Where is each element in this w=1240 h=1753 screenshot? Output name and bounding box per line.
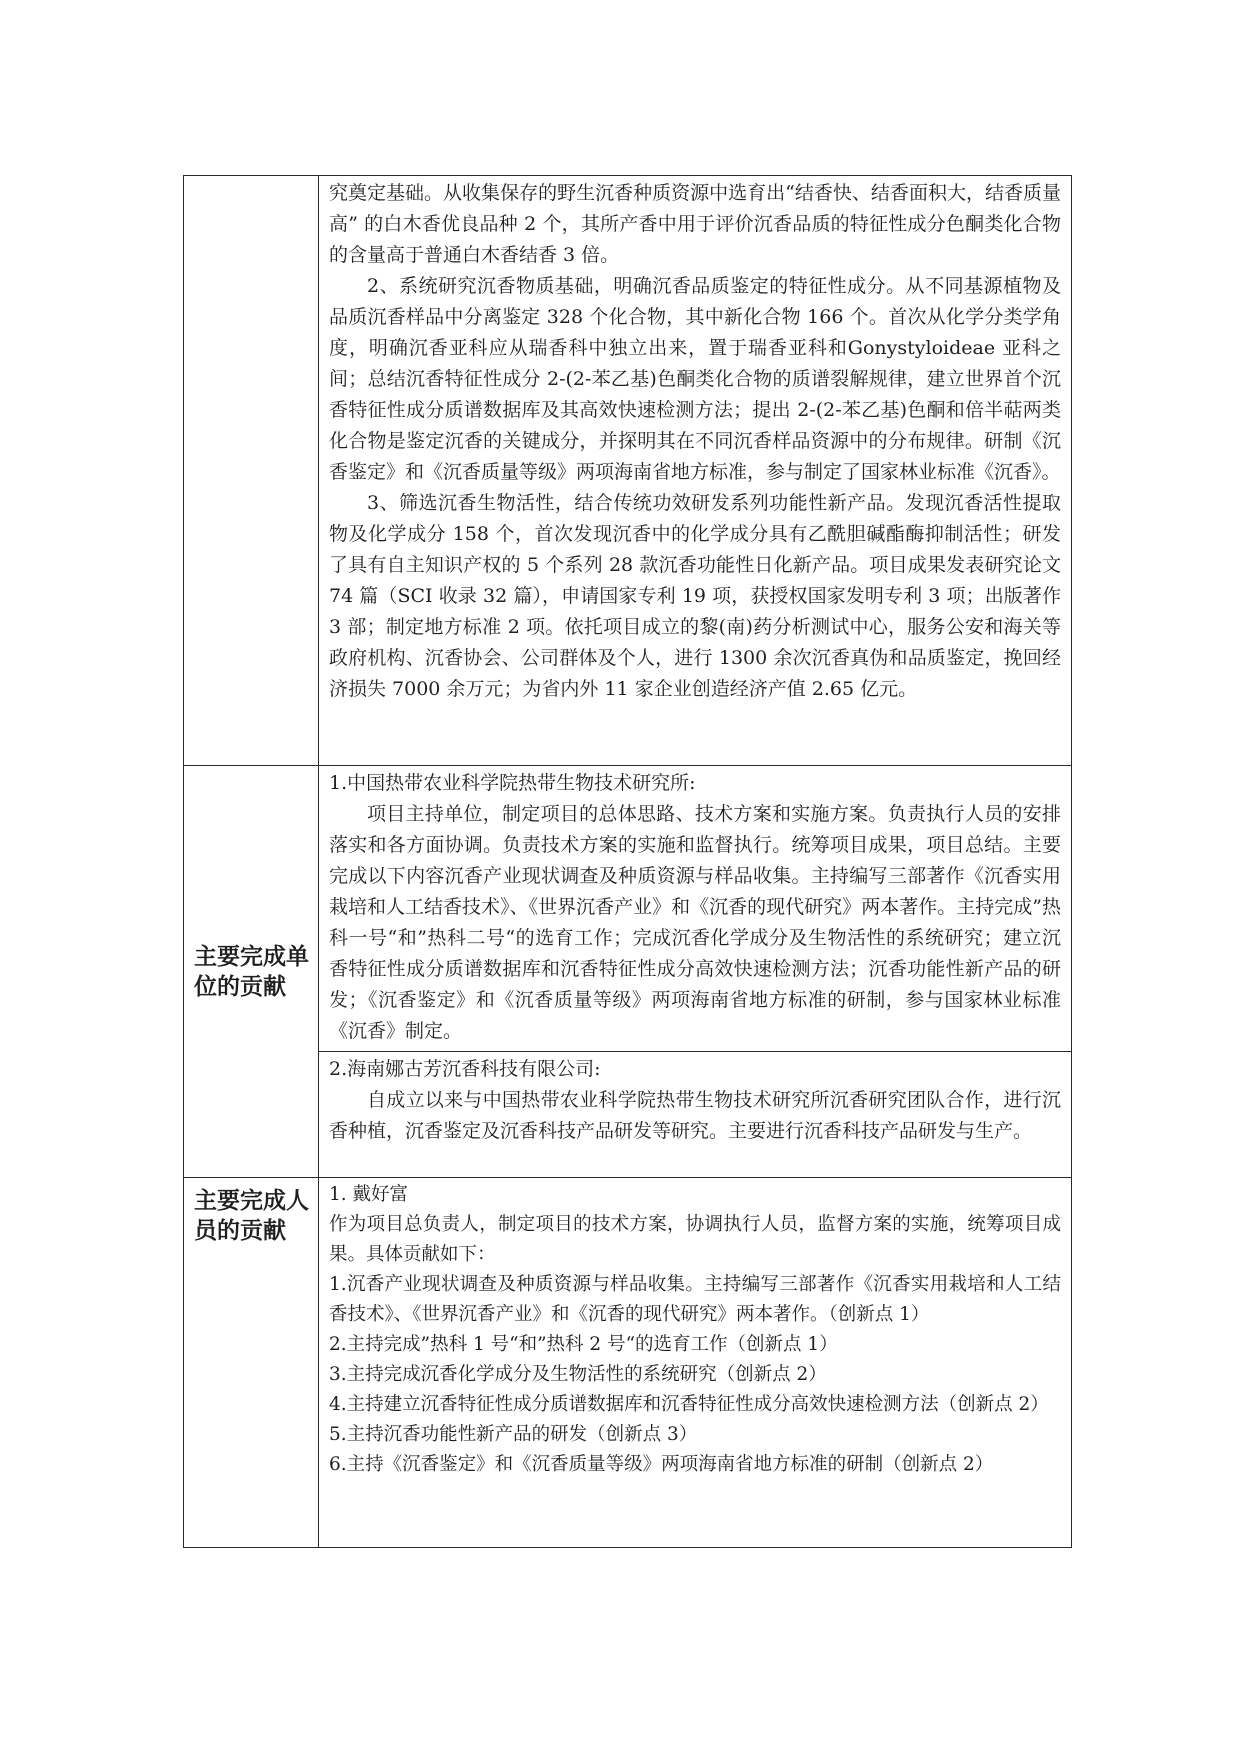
intro-paragraph-0: 究奠定基础。从收集保存的野生沉香种质资源中选育出“结香快、结香面积大，结香质量高” 的白木香优良品种 2 个，其所产香中用于评价沉香品质的特征性成分色酮类化合物的含量高于普通白木香结香 3 倍。	[329, 182, 1061, 266]
intro-paragraph-3: 3、筛选沉香生物活性，结合传统功效研发系列功能性新产品。发现沉香活性提取物及化学成分 158 个，首次发现沉香中的化学成分具有乙酰胆碱酯酶抑制活性；研发了具有自主知识产权的 5 个系列 28 款沉香功能性日化新产品。项目成果发表研究论文 74 篇（SCI 收录 32 篇），申请国家专利 19 项，获授权国家发明专利 3 项；出版著作 3 部；制定地方标准 2 项。依托项目成立的黎(南)药分析测试中心，服务公安和海关等政府机构、沉香协会、公司群体及个人，进行 1300 余次沉香真伪和品质鉴定，挽回经济损失 7000 余万元；为省内外 11 家企业创造经济产值 2.65 亿元。	[329, 492, 1061, 700]
project-intro-cell	[319, 176, 1072, 766]
unit-1-row	[184, 766, 1072, 1052]
contribution-table	[183, 175, 1072, 1548]
contribution-item: 6.主持《沉香鉴定》和《沉香质量等级》两项海南省地方标准的研制（创新点 2）	[329, 1454, 994, 1475]
intro-paragraph-2: 2、系统研究沉香物质基础，明确沉香品质鉴定的特征性成分。从不同基源植物及品质沉香样品中分离鉴定 328 个化合物，其中新化合物 166 个。首次从化学分类学角度，明确沉香亚科应从瑞香科中独立出来，置于瑞香亚科和Gonystyloideae 亚科之间；总结沉香特征性成分 2-(2-苯乙基)色酮类化合物的质谱裂解规律，建立世界首个沉香特征性成分质谱数据库及其高效快速检测方法；提出 2-(2-苯乙基)色酮和倍半萜两类化合物是鉴定沉香的关键成分，并探明其在不同沉香样品资源中的分布规律。研制《沉香鉴定》和《沉香质量等级》两项海南省地方标准，参与制定了国家林业标准《沉香》。	[329, 275, 1061, 483]
person-summary: 作为项目总负责人，制定项目的技术方案，协调执行人员，监督方案的实施，统筹项目成果。具体贡献如下：	[329, 1214, 1061, 1265]
project-intro-row	[184, 176, 1072, 766]
contribution-item: 1.沉香产业现状调查及种质资源与样品收集。主持编写三部著作《沉香实用栽培和人工结香技术》、《世界沉香产业》和《沉香的现代研究》两本著作。（创新点 1）	[329, 1274, 1061, 1325]
empty-label-cell	[184, 176, 319, 766]
unit-1-name: 1.中国热带农业科学院热带生物技术研究所:	[329, 772, 696, 794]
contribution-item: 3.主持完成沉香化学成分及生物活性的系统研究（创新点 2）	[329, 1364, 827, 1385]
contribution-item: 2.主持完成”热科 1 号“和”热科 2 号“的选育工作（创新点 1）	[329, 1334, 838, 1355]
unit-2-name: 2.海南娜古芳沉香科技有限公司:	[329, 1058, 601, 1080]
persons-section-label: 主要完成人员的贡献	[184, 1178, 319, 1548]
person-name: 1. 戴好富	[329, 1184, 409, 1205]
contribution-item: 5.主持沉香功能性新产品的研发（创新点 3）	[329, 1424, 698, 1445]
unit-1-text: 项目主持单位，制定项目的总体思路、技术方案和实施方案。负责执行人员的安排落实和各方面协调。负责技术方案的实施和监督执行。统筹项目成果，项目总结。主要完成以下内容沉香产业现状调查及种质资源与样品收集。主持编写三部著作《沉香实用栽培和人工结香技术》、《世界沉香产业》和《沉香的现代研究》两本著作。主持完成”热科一号“和”热科二号“的选育工作；完成沉香化学成分及生物活性的系统研究；建立沉香特征性成分质谱数据库和沉香特征性成分高效快速检测方法；沉香功能性新产品的研发；《沉香鉴定》和《沉香质量等级》两项海南省地方标准的研制，参与国家林业标准《沉香》制定。	[329, 803, 1061, 1042]
unit-2-text: 自成立以来与中国热带农业科学院热带生物技术研究所沉香研究团队合作，进行沉香种植，沉香鉴定及沉香科技产品研发等研究。主要进行沉香科技产品研发与生产。	[329, 1089, 1061, 1142]
unit-1-cell	[319, 766, 1072, 1052]
contribution-item: 4.主持建立沉香特征性成分质谱数据库和沉香特征性成分高效快速检测方法（创新点 2）	[329, 1394, 1049, 1415]
units-section-label: 主要完成单位的贡献	[184, 766, 319, 1178]
persons-row	[184, 1178, 1072, 1548]
persons-cell	[319, 1178, 1072, 1548]
unit-2-cell	[319, 1052, 1072, 1178]
